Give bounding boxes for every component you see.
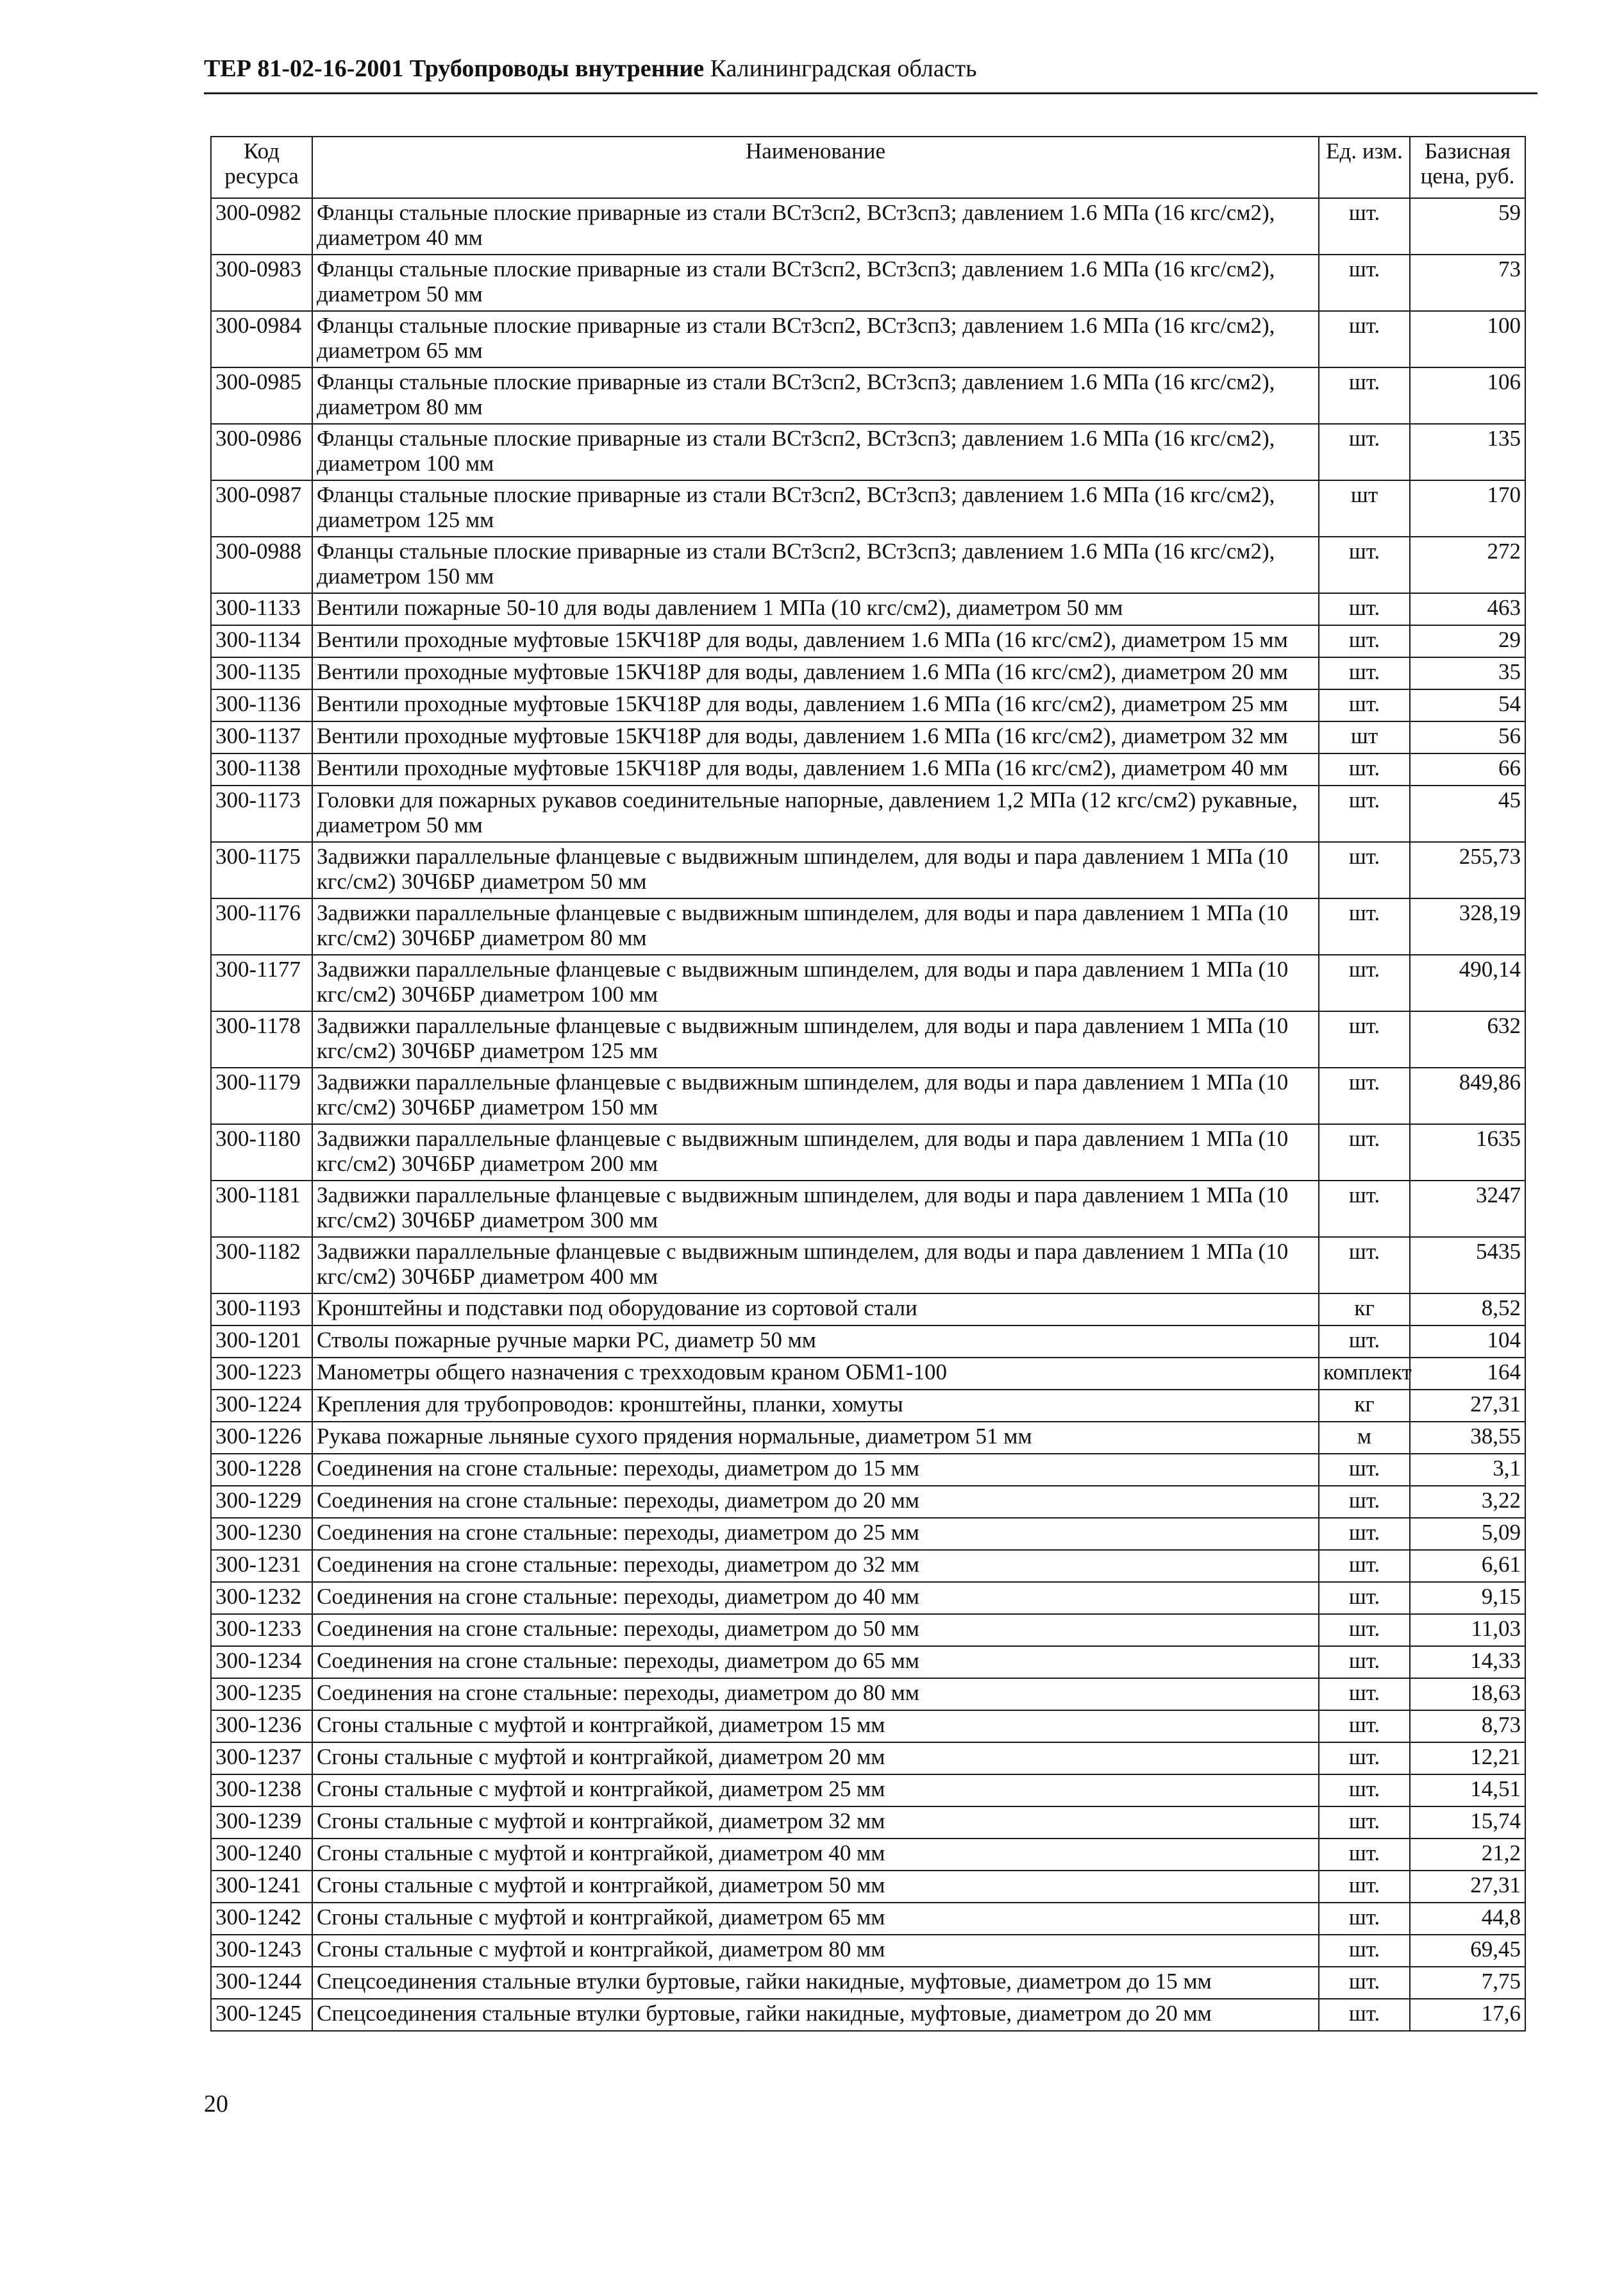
resource-name-cell: Фланцы стальные плоские приварные из стали ВСт3сп2, ВСт3сп3; давлением 1.6 МПа (16 кгс/см2), диаметром 125 мм bbox=[312, 480, 1319, 537]
resource-name-cell: Сгоны стальные с муфтой и контргайкой, диаметром 80 мм bbox=[312, 1935, 1319, 1967]
resource-code-cell: 300-1226 bbox=[211, 1422, 312, 1454]
document-title: ТЕР 81-02-16-2001 Трубопроводы внутренние bbox=[204, 55, 705, 82]
resource-code-cell: 300-1230 bbox=[211, 1518, 312, 1550]
table-row bbox=[211, 1806, 1525, 1839]
resource-code-cell: 300-1237 bbox=[211, 1742, 312, 1774]
price-cell: 27,31 bbox=[1410, 1390, 1525, 1422]
resource-code-cell: 300-1133 bbox=[211, 593, 312, 625]
resource-name-cell: Спецсоединения стальные втулки буртовые, гайки накидные, муфтовые, диаметром до 15 мм bbox=[312, 1967, 1319, 1999]
resource-code-cell: 300-1233 bbox=[211, 1614, 312, 1646]
resource-name-cell: Вентили проходные муфтовые 15КЧ18Р для воды, давлением 1.6 МПа (16 кгс/см2), диаметром 40 мм bbox=[312, 753, 1319, 786]
price-cell: 11,03 bbox=[1410, 1614, 1525, 1646]
table-row bbox=[211, 955, 1525, 1011]
unit-cell: шт. bbox=[1319, 1454, 1410, 1486]
header-rule bbox=[204, 92, 1537, 94]
unit-cell: шт. bbox=[1319, 311, 1410, 367]
unit-cell: шт. bbox=[1319, 1839, 1410, 1871]
resource-name-cell: Вентили пожарные 50-10 для воды давлением 1 МПа (10 кгс/см2), диаметром 50 мм bbox=[312, 593, 1319, 625]
unit-cell: шт bbox=[1319, 721, 1410, 753]
table-row bbox=[211, 721, 1525, 753]
table-row bbox=[211, 1293, 1525, 1325]
resource-name-cell: Вентили проходные муфтовые 15КЧ18Р для воды, давлением 1.6 МПа (16 кгс/см2), диаметром 20 мм bbox=[312, 657, 1319, 689]
resource-code-cell: 300-1137 bbox=[211, 721, 312, 753]
unit-cell: шт. bbox=[1319, 1999, 1410, 2031]
table-row bbox=[211, 593, 1525, 625]
table-row bbox=[211, 480, 1525, 537]
price-table bbox=[210, 136, 1526, 2032]
unit-cell: шт. bbox=[1319, 1903, 1410, 1935]
unit-cell: шт. bbox=[1319, 1742, 1410, 1774]
resource-name-cell: Кронштейны и подставки под оборудование из сортовой стали bbox=[312, 1293, 1319, 1325]
resource-name-cell: Соединения на сгоне стальные: переходы, диаметром до 15 мм bbox=[312, 1454, 1319, 1486]
price-cell: 35 bbox=[1410, 657, 1525, 689]
price-cell: 29 bbox=[1410, 625, 1525, 657]
table-row bbox=[211, 1710, 1525, 1742]
resource-name-cell: Фланцы стальные плоские приварные из стали ВСт3сп2, ВСт3сп3; давлением 1.6 МПа (16 кгс/см2), диаметром 40 мм bbox=[312, 198, 1319, 255]
price-cell: 56 bbox=[1410, 721, 1525, 753]
table-row bbox=[211, 786, 1525, 842]
unit-cell: шт. bbox=[1319, 1967, 1410, 1999]
unit-cell: шт. bbox=[1319, 1068, 1410, 1124]
resource-name-cell: Манометры общего назначения с трехходовым краном ОБМ1-100 bbox=[312, 1358, 1319, 1390]
resource-name-cell: Соединения на сгоне стальные: переходы, диаметром до 25 мм bbox=[312, 1518, 1319, 1550]
unit-cell: шт. bbox=[1319, 1871, 1410, 1903]
resource-name-cell: Соединения на сгоне стальные: переходы, диаметром до 80 мм bbox=[312, 1678, 1319, 1710]
table-row bbox=[211, 1237, 1525, 1293]
unit-cell: шт. bbox=[1319, 1710, 1410, 1742]
resource-name-cell: Задвижки параллельные фланцевые с выдвижным шпинделем, для воды и пара давлением 1 МПа (10 кгс/см2) 30Ч6БР диаметром 300 мм bbox=[312, 1181, 1319, 1237]
page-header bbox=[204, 56, 976, 81]
table-row bbox=[211, 1518, 1525, 1550]
unit-cell: шт. bbox=[1319, 367, 1410, 424]
resource-name-cell: Сгоны стальные с муфтой и контргайкой, диаметром 50 мм bbox=[312, 1871, 1319, 1903]
unit-cell: шт. bbox=[1319, 842, 1410, 898]
table-row bbox=[211, 1582, 1525, 1614]
table-row bbox=[211, 424, 1525, 480]
resource-code-cell: 300-0985 bbox=[211, 367, 312, 424]
price-cell: 18,63 bbox=[1410, 1678, 1525, 1710]
resource-code-cell: 300-1235 bbox=[211, 1678, 312, 1710]
unit-cell: шт. bbox=[1319, 1550, 1410, 1582]
table-row bbox=[211, 1068, 1525, 1124]
unit-cell: шт. bbox=[1319, 1678, 1410, 1710]
resource-name-cell: Спецсоединения стальные втулки буртовые, гайки накидные, муфтовые, диаметром до 20 мм bbox=[312, 1999, 1319, 2031]
table-row bbox=[211, 311, 1525, 367]
table-row bbox=[211, 1742, 1525, 1774]
resource-code-cell: 300-1138 bbox=[211, 753, 312, 786]
price-cell: 272 bbox=[1410, 537, 1525, 593]
resource-name-cell: Сгоны стальные с муфтой и контргайкой, диаметром 15 мм bbox=[312, 1710, 1319, 1742]
table-row bbox=[211, 1871, 1525, 1903]
resource-name-cell: Фланцы стальные плоские приварные из стали ВСт3сп2, ВСт3сп3; давлением 1.6 МПа (16 кгс/см2), диаметром 50 мм bbox=[312, 255, 1319, 311]
unit-cell: шт. bbox=[1319, 786, 1410, 842]
unit-cell: шт. bbox=[1319, 1181, 1410, 1237]
resource-name-cell: Соединения на сгоне стальные: переходы, диаметром до 20 мм bbox=[312, 1486, 1319, 1518]
resource-name-cell: Задвижки параллельные фланцевые с выдвижным шпинделем, для воды и пара давлением 1 МПа (10 кгс/см2) 30Ч6БР диаметром 200 мм bbox=[312, 1124, 1319, 1181]
table-row bbox=[211, 1325, 1525, 1358]
resource-code-cell: 300-0986 bbox=[211, 424, 312, 480]
table-row bbox=[211, 1124, 1525, 1181]
resource-code-cell: 300-1201 bbox=[211, 1325, 312, 1358]
price-cell: 255,73 bbox=[1410, 842, 1525, 898]
resource-code-cell: 300-1239 bbox=[211, 1806, 312, 1839]
resource-name-cell: Вентили проходные муфтовые 15КЧ18Р для воды, давлением 1.6 МПа (16 кгс/см2), диаметром 15 мм bbox=[312, 625, 1319, 657]
price-cell: 66 bbox=[1410, 753, 1525, 786]
resource-name-cell: Вентили проходные муфтовые 15КЧ18Р для воды, давлением 1.6 МПа (16 кгс/см2), диаметром 32 мм bbox=[312, 721, 1319, 753]
unit-cell: шт. bbox=[1319, 1011, 1410, 1068]
table-header-row bbox=[211, 137, 1525, 198]
unit-cell: шт. bbox=[1319, 593, 1410, 625]
resource-name-cell: Вентили проходные муфтовые 15КЧ18Р для воды, давлением 1.6 МПа (16 кгс/см2), диаметром 25 мм bbox=[312, 689, 1319, 721]
unit-cell: шт. bbox=[1319, 1806, 1410, 1839]
resource-code-cell: 300-1245 bbox=[211, 1999, 312, 2031]
resource-name-cell: Соединения на сгоне стальные: переходы, диаметром до 65 мм bbox=[312, 1646, 1319, 1678]
price-cell: 21,2 bbox=[1410, 1839, 1525, 1871]
price-cell: 38,55 bbox=[1410, 1422, 1525, 1454]
resource-name-cell: Сгоны стальные с муфтой и контргайкой, диаметром 40 мм bbox=[312, 1839, 1319, 1871]
resource-code-cell: 300-1242 bbox=[211, 1903, 312, 1935]
price-cell: 3,22 bbox=[1410, 1486, 1525, 1518]
resource-name-cell: Сгоны стальные с муфтой и контргайкой, диаметром 20 мм bbox=[312, 1742, 1319, 1774]
resource-code-cell: 300-1173 bbox=[211, 786, 312, 842]
price-cell: 135 bbox=[1410, 424, 1525, 480]
resource-code-cell: 300-0984 bbox=[211, 311, 312, 367]
column-header-unit: Ед. изм. bbox=[1319, 137, 1410, 198]
price-cell: 5,09 bbox=[1410, 1518, 1525, 1550]
page-number: 20 bbox=[204, 2091, 228, 2117]
unit-cell: шт. bbox=[1319, 1935, 1410, 1967]
resource-code-cell: 300-1136 bbox=[211, 689, 312, 721]
table-row bbox=[211, 1390, 1525, 1422]
price-cell: 8,73 bbox=[1410, 1710, 1525, 1742]
resource-code-cell: 300-1240 bbox=[211, 1839, 312, 1871]
price-cell: 170 bbox=[1410, 480, 1525, 537]
resource-name-cell: Крепления для трубопроводов: кронштейны, планки, хомуты bbox=[312, 1390, 1319, 1422]
unit-cell: кг bbox=[1319, 1390, 1410, 1422]
resource-name-cell: Фланцы стальные плоские приварные из стали ВСт3сп2, ВСт3сп3; давлением 1.6 МПа (16 кгс/см2), диаметром 80 мм bbox=[312, 367, 1319, 424]
price-cell: 12,21 bbox=[1410, 1742, 1525, 1774]
resource-code-cell: 300-1236 bbox=[211, 1710, 312, 1742]
table-row bbox=[211, 753, 1525, 786]
price-cell: 632 bbox=[1410, 1011, 1525, 1068]
table-body bbox=[211, 198, 1525, 2031]
table-row bbox=[211, 1614, 1525, 1646]
resource-name-cell: Стволы пожарные ручные марки РС, диаметр 50 мм bbox=[312, 1325, 1319, 1358]
unit-cell: шт. bbox=[1319, 657, 1410, 689]
resource-name-cell: Сгоны стальные с муфтой и контргайкой, диаметром 25 мм bbox=[312, 1774, 1319, 1806]
price-cell: 69,45 bbox=[1410, 1935, 1525, 1967]
table-row bbox=[211, 1454, 1525, 1486]
unit-cell: шт. bbox=[1319, 1325, 1410, 1358]
table-row bbox=[211, 657, 1525, 689]
resource-code-cell: 300-1177 bbox=[211, 955, 312, 1011]
unit-cell: шт. bbox=[1319, 255, 1410, 311]
resource-code-cell: 300-0983 bbox=[211, 255, 312, 311]
unit-cell: шт. bbox=[1319, 625, 1410, 657]
table-row bbox=[211, 1011, 1525, 1068]
price-cell: 5435 bbox=[1410, 1237, 1525, 1293]
price-cell: 164 bbox=[1410, 1358, 1525, 1390]
resource-code-cell: 300-0987 bbox=[211, 480, 312, 537]
resource-code-cell: 300-1243 bbox=[211, 1935, 312, 1967]
resource-name-cell: Сгоны стальные с муфтой и контргайкой, диаметром 65 мм bbox=[312, 1903, 1319, 1935]
table-row bbox=[211, 255, 1525, 311]
resource-code-cell: 300-1228 bbox=[211, 1454, 312, 1486]
price-cell: 9,15 bbox=[1410, 1582, 1525, 1614]
unit-cell: шт. bbox=[1319, 198, 1410, 255]
unit-cell: шт. bbox=[1319, 1486, 1410, 1518]
table-row bbox=[211, 1774, 1525, 1806]
resource-name-cell: Задвижки параллельные фланцевые с выдвижным шпинделем, для воды и пара давлением 1 МПа (10 кгс/см2) 30Ч6БР диаметром 80 мм bbox=[312, 898, 1319, 955]
price-cell: 6,61 bbox=[1410, 1550, 1525, 1582]
resource-code-cell: 300-1175 bbox=[211, 842, 312, 898]
resource-name-cell: Соединения на сгоне стальные: переходы, диаметром до 50 мм bbox=[312, 1614, 1319, 1646]
resource-code-cell: 300-1231 bbox=[211, 1550, 312, 1582]
price-cell: 15,74 bbox=[1410, 1806, 1525, 1839]
price-cell: 3247 bbox=[1410, 1181, 1525, 1237]
column-header-name: Наименование bbox=[312, 137, 1319, 198]
unit-cell: шт. bbox=[1319, 537, 1410, 593]
price-cell: 14,51 bbox=[1410, 1774, 1525, 1806]
unit-cell: шт. bbox=[1319, 1774, 1410, 1806]
table-row bbox=[211, 198, 1525, 255]
unit-cell: шт. bbox=[1319, 1614, 1410, 1646]
resource-code-cell: 300-1223 bbox=[211, 1358, 312, 1390]
table-row bbox=[211, 625, 1525, 657]
resource-name-cell: Задвижки параллельные фланцевые с выдвижным шпинделем, для воды и пара давлением 1 МПа (10 кгс/см2) 30Ч6БР диаметром 400 мм bbox=[312, 1237, 1319, 1293]
table-row bbox=[211, 537, 1525, 593]
table-row bbox=[211, 898, 1525, 955]
table-row bbox=[211, 1967, 1525, 1999]
resource-name-cell: Задвижки параллельные фланцевые с выдвижным шпинделем, для воды и пара давлением 1 МПа (10 кгс/см2) 30Ч6БР диаметром 100 мм bbox=[312, 955, 1319, 1011]
resource-code-cell: 300-1179 bbox=[211, 1068, 312, 1124]
resource-code-cell: 300-1234 bbox=[211, 1646, 312, 1678]
table-row bbox=[211, 842, 1525, 898]
price-cell: 73 bbox=[1410, 255, 1525, 311]
price-cell: 3,1 bbox=[1410, 1454, 1525, 1486]
resource-code-cell: 300-1181 bbox=[211, 1181, 312, 1237]
resource-name-cell: Задвижки параллельные фланцевые с выдвижным шпинделем, для воды и пара давлением 1 МПа (10 кгс/см2) 30Ч6БР диаметром 125 мм bbox=[312, 1011, 1319, 1068]
unit-cell: шт. bbox=[1319, 1237, 1410, 1293]
resource-name-cell: Головки для пожарных рукавов соединительные напорные, давлением 1,2 МПа (12 кгс/см2) рукавные, диаметром 50 мм bbox=[312, 786, 1319, 842]
table-row bbox=[211, 689, 1525, 721]
resource-name-cell: Фланцы стальные плоские приварные из стали ВСт3сп2, ВСт3сп3; давлением 1.6 МПа (16 кгс/см2), диаметром 150 мм bbox=[312, 537, 1319, 593]
column-header-price: Базисная цена, руб. bbox=[1410, 137, 1525, 198]
resource-code-cell: 300-1135 bbox=[211, 657, 312, 689]
unit-cell: кг bbox=[1319, 1293, 1410, 1325]
table-row bbox=[211, 1935, 1525, 1967]
resource-code-cell: 300-1193 bbox=[211, 1293, 312, 1325]
price-cell: 59 bbox=[1410, 198, 1525, 255]
resource-code-cell: 300-1134 bbox=[211, 625, 312, 657]
resource-name-cell: Соединения на сгоне стальные: переходы, диаметром до 32 мм bbox=[312, 1550, 1319, 1582]
unit-cell: шт. bbox=[1319, 1124, 1410, 1181]
resource-code-cell: 300-1244 bbox=[211, 1967, 312, 1999]
price-cell: 100 bbox=[1410, 311, 1525, 367]
table-row bbox=[211, 1181, 1525, 1237]
column-header-code: Код ресурса bbox=[211, 137, 312, 198]
table-row bbox=[211, 1839, 1525, 1871]
price-cell: 54 bbox=[1410, 689, 1525, 721]
unit-cell: шт. bbox=[1319, 424, 1410, 480]
table-row bbox=[211, 1678, 1525, 1710]
resource-code-cell: 300-1224 bbox=[211, 1390, 312, 1422]
price-cell: 106 bbox=[1410, 367, 1525, 424]
price-cell: 328,19 bbox=[1410, 898, 1525, 955]
price-cell: 1635 bbox=[1410, 1124, 1525, 1181]
resource-name-cell: Задвижки параллельные фланцевые с выдвижным шпинделем, для воды и пара давлением 1 МПа (10 кгс/см2) 30Ч6БР диаметром 50 мм bbox=[312, 842, 1319, 898]
price-cell: 490,14 bbox=[1410, 955, 1525, 1011]
price-cell: 849,86 bbox=[1410, 1068, 1525, 1124]
price-cell: 463 bbox=[1410, 593, 1525, 625]
price-cell: 17,6 bbox=[1410, 1999, 1525, 2031]
unit-cell: шт. bbox=[1319, 1646, 1410, 1678]
price-cell: 104 bbox=[1410, 1325, 1525, 1358]
region-title: Калининградская область bbox=[710, 55, 977, 82]
unit-cell: комплект bbox=[1319, 1358, 1410, 1390]
unit-cell: шт. bbox=[1319, 689, 1410, 721]
resource-code-cell: 300-1178 bbox=[211, 1011, 312, 1068]
resource-name-cell: Фланцы стальные плоские приварные из стали ВСт3сп2, ВСт3сп3; давлением 1.6 МПа (16 кгс/см2), диаметром 100 мм bbox=[312, 424, 1319, 480]
table-row bbox=[211, 1550, 1525, 1582]
resource-code-cell: 300-1182 bbox=[211, 1237, 312, 1293]
price-cell: 8,52 bbox=[1410, 1293, 1525, 1325]
table-row bbox=[211, 367, 1525, 424]
resource-code-cell: 300-1176 bbox=[211, 898, 312, 955]
resource-code-cell: 300-1229 bbox=[211, 1486, 312, 1518]
table-row bbox=[211, 1999, 1525, 2031]
price-cell: 27,31 bbox=[1410, 1871, 1525, 1903]
price-cell: 45 bbox=[1410, 786, 1525, 842]
price-cell: 44,8 bbox=[1410, 1903, 1525, 1935]
unit-cell: шт bbox=[1319, 480, 1410, 537]
resource-name-cell: Рукава пожарные льняные сухого прядения нормальные, диаметром 51 мм bbox=[312, 1422, 1319, 1454]
table-row bbox=[211, 1358, 1525, 1390]
resource-code-cell: 300-0982 bbox=[211, 198, 312, 255]
table-row bbox=[211, 1422, 1525, 1454]
unit-cell: шт. bbox=[1319, 1582, 1410, 1614]
price-cell: 7,75 bbox=[1410, 1967, 1525, 1999]
unit-cell: шт. bbox=[1319, 898, 1410, 955]
resource-code-cell: 300-1180 bbox=[211, 1124, 312, 1181]
unit-cell: шт. bbox=[1319, 1518, 1410, 1550]
unit-cell: м bbox=[1319, 1422, 1410, 1454]
resource-name-cell: Фланцы стальные плоские приварные из стали ВСт3сп2, ВСт3сп3; давлением 1.6 МПа (16 кгс/см2), диаметром 65 мм bbox=[312, 311, 1319, 367]
unit-cell: шт. bbox=[1319, 753, 1410, 786]
resource-code-cell: 300-1238 bbox=[211, 1774, 312, 1806]
table-row bbox=[211, 1646, 1525, 1678]
table-row bbox=[211, 1486, 1525, 1518]
unit-cell: шт. bbox=[1319, 955, 1410, 1011]
resource-name-cell: Задвижки параллельные фланцевые с выдвижным шпинделем, для воды и пара давлением 1 МПа (10 кгс/см2) 30Ч6БР диаметром 150 мм bbox=[312, 1068, 1319, 1124]
price-cell: 14,33 bbox=[1410, 1646, 1525, 1678]
resource-name-cell: Сгоны стальные с муфтой и контргайкой, диаметром 32 мм bbox=[312, 1806, 1319, 1839]
resource-name-cell: Соединения на сгоне стальные: переходы, диаметром до 40 мм bbox=[312, 1582, 1319, 1614]
resource-code-cell: 300-0988 bbox=[211, 537, 312, 593]
resource-code-cell: 300-1241 bbox=[211, 1871, 312, 1903]
table-row bbox=[211, 1903, 1525, 1935]
resource-code-cell: 300-1232 bbox=[211, 1582, 312, 1614]
